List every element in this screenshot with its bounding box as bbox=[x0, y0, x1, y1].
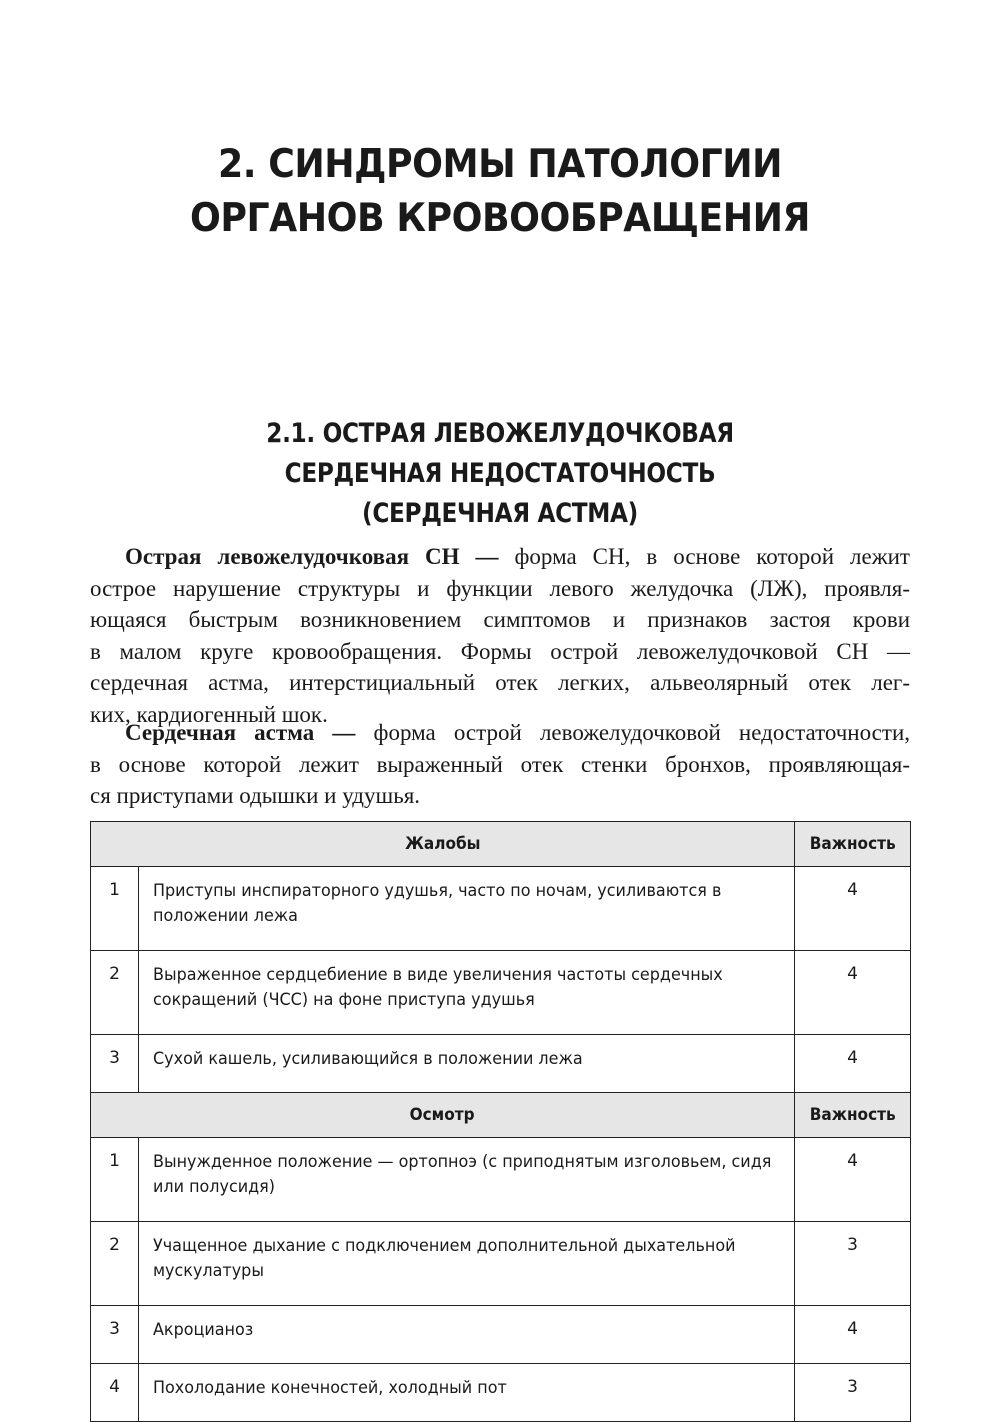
row-text: Акроцианоз bbox=[139, 1306, 795, 1364]
table-section-header bbox=[91, 822, 911, 867]
row-number: 1 bbox=[91, 867, 139, 951]
row-number: 2 bbox=[91, 1222, 139, 1306]
paragraph-line: в основе которой лежит выраженный отек стенки бронхов, проявляющая- bbox=[90, 751, 910, 777]
row-text: Выраженное сердцебиение в виде увеличения частоты сердечных сокращений (ЧСС) на фоне приступа удушья bbox=[139, 951, 795, 1035]
chapter-title-line-2: ОРГАНОВ КРОВООБРАЩЕНИЯ bbox=[189, 196, 810, 241]
table-row bbox=[91, 1138, 911, 1222]
defined-term: Сердечная астма — bbox=[125, 720, 356, 745]
paragraph-line: ся приступами одышки и удушья. bbox=[90, 783, 421, 808]
table-row bbox=[91, 951, 911, 1035]
row-importance: 3 bbox=[795, 1222, 911, 1306]
section-title bbox=[70, 414, 930, 534]
definition-paragraph-acute-lv-failure bbox=[90, 541, 910, 730]
paragraph-line bbox=[90, 717, 910, 749]
section-title-line-3: (СЕРДЕЧНАЯ АСТМА) bbox=[362, 498, 638, 529]
row-number: 2 bbox=[91, 951, 139, 1035]
row-number: 4 bbox=[91, 1364, 139, 1422]
row-importance: 3 bbox=[795, 1364, 911, 1422]
table-row bbox=[91, 1035, 911, 1093]
row-text: Сухой кашель, усиливающийся в положении лежа bbox=[139, 1035, 795, 1093]
section-header-complaints: Жалобы bbox=[91, 822, 795, 867]
table-row bbox=[91, 867, 911, 951]
chapter-title bbox=[35, 138, 965, 246]
section-title-line-1: 2.1. ОСТРАЯ ЛЕВОЖЕЛУДОЧКОВАЯ bbox=[266, 418, 734, 449]
chapter-title-line-1: 2. СИНДРОМЫ ПАТОЛОГИИ bbox=[217, 142, 783, 187]
row-number: 1 bbox=[91, 1138, 139, 1222]
paragraph-line: острое нарушение структуры и функции левого желудочка (ЛЖ), проявля- bbox=[90, 575, 910, 601]
row-importance: 4 bbox=[795, 1306, 911, 1364]
importance-header: Важность bbox=[795, 822, 911, 867]
table-row bbox=[91, 1306, 911, 1364]
row-number: 3 bbox=[91, 1306, 139, 1364]
paragraph-line: в малом круге кровообращения. Формы острой левожелудочковой СН — bbox=[90, 638, 910, 664]
table-row bbox=[91, 1364, 911, 1422]
row-importance: 4 bbox=[795, 1138, 911, 1222]
section-title-line-2: СЕРДЕЧНАЯ НЕДОСТАТОЧНОСТЬ bbox=[284, 458, 716, 489]
importance-header: Важность bbox=[795, 1093, 911, 1138]
row-importance: 4 bbox=[795, 867, 911, 951]
paragraph-line: ких, кардиогенный шок. bbox=[90, 701, 328, 727]
symptoms-table bbox=[90, 821, 911, 1422]
defined-term: Острая левожелудочковая СН — bbox=[125, 544, 499, 569]
table-row bbox=[91, 1222, 911, 1306]
paragraph-text: форма острой левожелудочковой недостаточности, bbox=[355, 720, 910, 745]
paragraph-line: ющаяся быстрым возникновением симптомов и признаков застоя крови bbox=[90, 607, 910, 632]
row-number: 3 bbox=[91, 1035, 139, 1093]
row-text: Учащенное дыхание с подключением дополнительной дыхательной мускулатуры bbox=[139, 1222, 795, 1306]
row-importance: 4 bbox=[795, 951, 911, 1035]
row-importance: 4 bbox=[795, 1035, 911, 1093]
row-text: Похолодание конечностей, холодный пот bbox=[139, 1364, 795, 1422]
table-section-header bbox=[91, 1093, 911, 1138]
row-text: Приступы инспираторного удушья, часто по ночам, усиливаются в положении лежа bbox=[139, 867, 795, 951]
paragraph-line bbox=[90, 541, 910, 573]
paragraph-text: форма СН, в основе которой лежит bbox=[498, 544, 910, 569]
paragraph-line: сердечная астма, интерстициальный отек легких, альвеолярный отек лег- bbox=[90, 670, 910, 695]
row-text: Вынужденное положение — ортопноэ (с приподнятым изголовьем, сидя или полусидя) bbox=[139, 1138, 795, 1222]
definition-paragraph-cardiac-asthma bbox=[90, 717, 910, 812]
section-header-examination: Осмотр bbox=[91, 1093, 795, 1138]
